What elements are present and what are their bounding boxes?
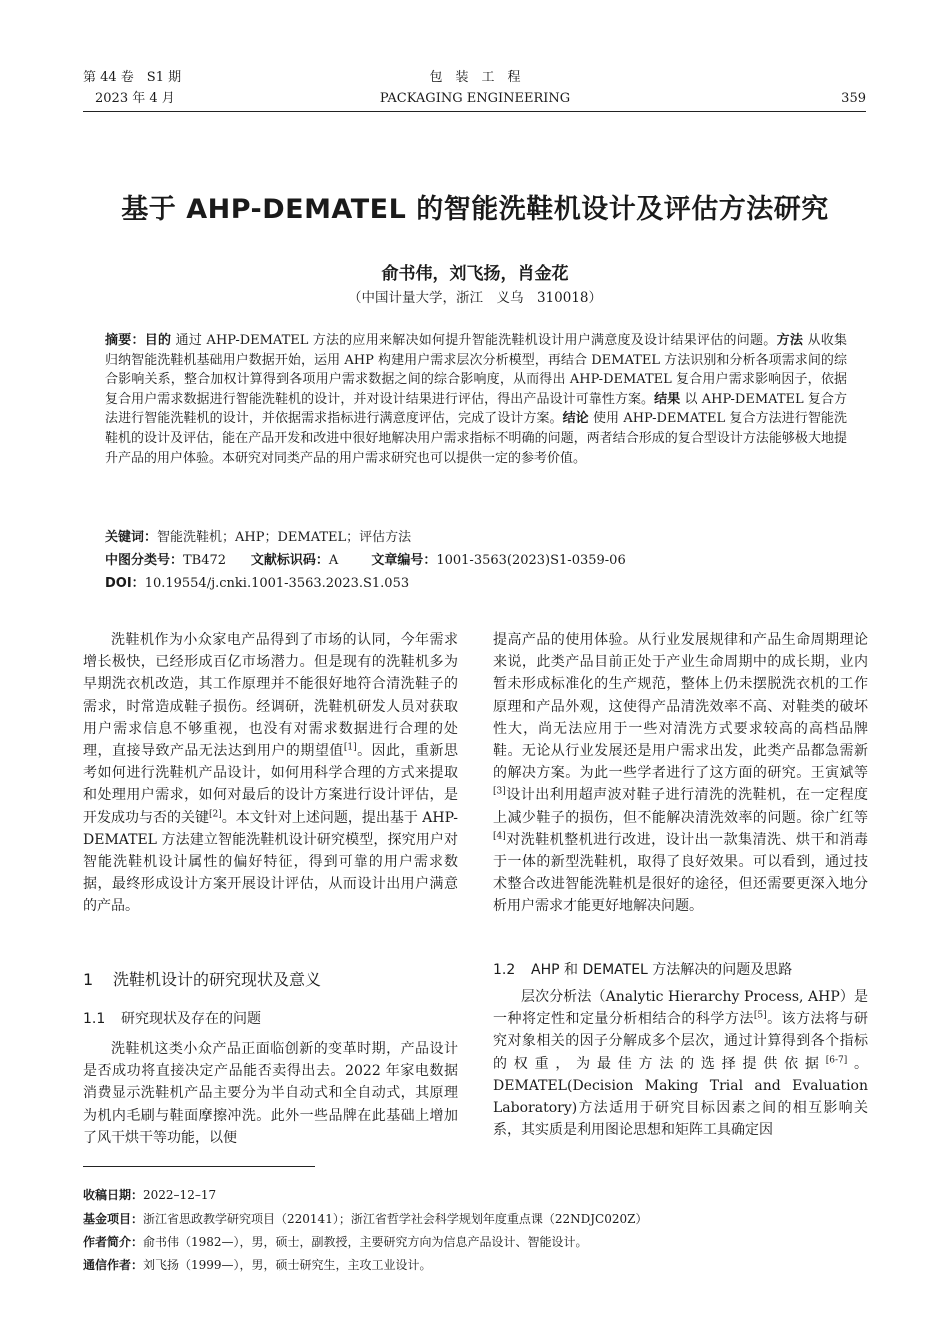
paper-title: 基于 AHP-DEMATEL 的智能洗鞋机设计及评估方法研究 (121, 194, 829, 225)
received-value: 2022–12–17 (143, 1188, 217, 1202)
section-1-number: 1 (83, 970, 94, 989)
footnote-fund (83, 1211, 647, 1227)
abstract-result: 以 AHP-DEMATEL 复合方法进行智能洗鞋机的设计，并依据需求指标进行满意度评估，完成了设计方案。 (105, 391, 847, 427)
right-text-1b: 设计出利用超声波对鞋子进行清洗的洗鞋机，在一定程度上减少鞋子的损伤，但不能解决清洗效率的问题。徐广红等 (493, 787, 868, 826)
keywords (105, 528, 411, 547)
intro-text-1: 洗鞋机作为小众家电产品得到了市场的认同，今年需求增长极快，已经形成百亿市场潜力。但是现有的洗鞋机多为早期洗衣机改造，其工作原理并不能很好地符合清洗鞋子的需求，时常造成鞋子损伤。经调研，洗鞋机研发人员对获取用户需求信息不够重视，也没有对需求数据进行合理的处理，直接导致产品无法达到用户的期望值 (83, 632, 458, 760)
header-date: 2023 年 4 月 (95, 91, 175, 106)
section-1-2-heading (493, 959, 792, 979)
section-1-2-number: 1.2 (493, 962, 516, 978)
article-number-label: 文章编号： (371, 553, 437, 568)
abstract-conclusion-label: 结论 (562, 411, 589, 427)
doi (105, 574, 409, 593)
header-rule (83, 111, 866, 112)
right-paragraph-2 (493, 986, 868, 1141)
corresponding-label: 通信作者： (83, 1258, 144, 1272)
abstract-label: 摘要： (105, 333, 145, 348)
abstract (105, 331, 847, 468)
footnote-rule (83, 1166, 315, 1167)
doi-label: DOI： (105, 576, 145, 591)
right-text-2b: 。该方法将与研究对象相关的因子分解成多个层次，通过计算得到各个指标的权重，为最佳方法的选择提供依据 (493, 1011, 869, 1072)
section-1-1-title: 研究现状及存在的问题 (121, 1011, 261, 1027)
right-text-2c: 。DEMATEL(Decision Making Trial and Evaluation Laboratory)方法适用于研究目标因素之间的相互影响关系，其实质是利用图论思想和矩阵工具确定因 (493, 1055, 869, 1139)
right-text-2a: 层次分析法（Analytic Hierarchy Process, AHP）是一种将定性和定量分析相结合的科学方法 (493, 989, 868, 1028)
header-journal-en: PACKAGING ENGINEERING (379, 91, 571, 106)
section-1-1-text: 洗鞋机这类小众产品正面临创新的变革时期，产品设计是否成功将直接决定产品能否卖得出去。2022 年家电数据消费显示洗鞋机产品主要分为半自动式和全自动式，其原理为机内毛刷与鞋面摩擦冲洗。此外一些品牌在此基础上增加了风干烘干等功能，以便 (83, 1041, 458, 1146)
ref-2[interactable]: [2] (209, 808, 222, 819)
ref-5[interactable]: [5] (753, 1010, 767, 1021)
right-text-1c: 对洗鞋机整机进行改进，设计出一款集清洗、烘干和消毒于一体的新型洗鞋机，取得了良好效果。可以看到，通过技术整合改进智能洗鞋机是很好的途径，但还需要更深入地分析用户需求才能更好地解决问题。 (493, 831, 868, 915)
section-1-2-title: AHP 和 DEMATEL 方法解决的问题及思路 (531, 962, 793, 978)
abstract-purpose-label: 目的 (144, 333, 172, 348)
clc-label: 中图分类号： (105, 553, 184, 568)
abstract-conclusion: 使用 AHP-DEMATEL 复合方法进行智能洗鞋机的设计及评估，能在产品开发和改进中很好地解决用户需求指标不明确的问题，两者结合形成的复合型设计方法能够极大地提升产品的用户体验。本研究对同类产品的用户需求研究也可以提供一定的参考价值。 (105, 411, 847, 466)
right-paragraph-1 (493, 629, 868, 918)
doc-code-label: 文献标识码： (250, 553, 329, 568)
doc-code-value: A (328, 553, 339, 568)
section-1-1-paragraph (83, 1038, 458, 1149)
ref-3[interactable]: [3] (493, 786, 506, 797)
corresponding-value: 刘飞扬（1999—），男，硕士研究生，主攻工业设计。 (143, 1258, 432, 1272)
author-bio-value: 俞书伟（1982—），男，硕士，副教授，主要研究方向为信息产品设计、智能设计。 (143, 1235, 588, 1249)
ref-4[interactable]: [4] (493, 831, 506, 842)
abstract-result-label: 结果 (654, 391, 681, 407)
paper-affiliation: （中国计量大学，浙江 义乌 310018） (347, 290, 603, 306)
abstract-method: 从收集归纳智能洗鞋机基础用户数据开始，运用 AHP 构建用户需求层次分析模型，再结合 DEMATEL 方法识别和分析各项需求间的综合影响关系，整合加权计算得到各项用户需求数据之间的综合影响度，从而得出 AHP-DEMATEL 复合用户需求影响因子，依据复合用户需求数据进行智能洗鞋机的设计，并对设计结果进行评估，得出产品设计可靠性方案。 (105, 333, 847, 407)
right-text-1a: 提高产品的使用体验。从行业发展规律和产品生命周期理论来说，此类产品目前正处于产业生命周期中的成长期，业内暂未形成标准化的生产规范，整体上仍未摆脱洗衣机的工作原理和产品外观，这使得产品清洗效率不高、对鞋类的破坏性大，尚无法应用于一些对清洗方式要求较高的高档品牌鞋。无论从行业发展还是用户需求出发，此类产品都急需新的解决方案。为此一些学者进行了这方面的研究。王寅斌等 (493, 632, 868, 782)
section-1-1-number: 1.1 (83, 1011, 106, 1027)
section-1-1-heading (83, 1008, 261, 1028)
footnote-author (83, 1234, 588, 1250)
section-1-heading (83, 967, 321, 990)
clc-value: TB472 (183, 553, 227, 568)
abstract-method-label: 方法 (776, 333, 804, 348)
fund-label: 基金项目： (83, 1212, 144, 1226)
received-label: 收稿日期： (83, 1188, 144, 1202)
abstract-purpose: 通过 AHP-DEMATEL 方法的应用来解决如何提升智能洗鞋机设计用户满意度及设计结果评估的问题。 (175, 333, 777, 348)
doi-value: 10.19554/j.cnki.1001-3563.2023.S1.053 (144, 576, 410, 591)
header-journal-cn: 包 装 工 程 (429, 70, 521, 85)
fund-value: 浙江省思政教学研究项目（220141）；浙江省哲学社会科学规划年度重点课（22NDJC020Z） (143, 1212, 648, 1226)
ref-1[interactable]: [1] (343, 742, 357, 753)
footnote-received (83, 1187, 216, 1203)
article-number-value: 1001-3563(2023)S1-0359-06 (436, 553, 626, 568)
section-1-title: 洗鞋机设计的研究现状及意义 (113, 970, 322, 989)
ref-6-7[interactable]: [6-7] (825, 1054, 848, 1065)
intro-text-3: 。本文针对上述问题，提出基于 AHP-DEMATEL 方法建立智能洗鞋机设计研究模型，探究用户对智能洗鞋机设计属性的偏好特征，得到可靠的用户需求数据，最终形成设计方案开展设计评估，从而设计出用户满意的产品。 (83, 809, 459, 915)
author-bio-label: 作者简介： (83, 1235, 144, 1249)
intro-text-2: 。因此，重新思考如何进行洗鞋机产品设计，如何用科学合理的方式来提取和处理用户需求，如何对最后的设计方案进行设计评估，是开发成功与否的关键 (83, 743, 459, 826)
intro-paragraph (83, 629, 458, 918)
keywords-value: 智能洗鞋机；AHP；DEMATEL；评估方法 (157, 530, 412, 545)
keywords-label: 关键词： (105, 530, 158, 545)
header-volume: 第 44 卷 S1 期 (83, 70, 182, 85)
header-page-number: 359 (841, 91, 866, 106)
paper-authors: 俞书伟，刘飞扬，肖金花 (381, 264, 569, 284)
classification (105, 551, 626, 570)
footnote-corresponding (83, 1257, 432, 1273)
